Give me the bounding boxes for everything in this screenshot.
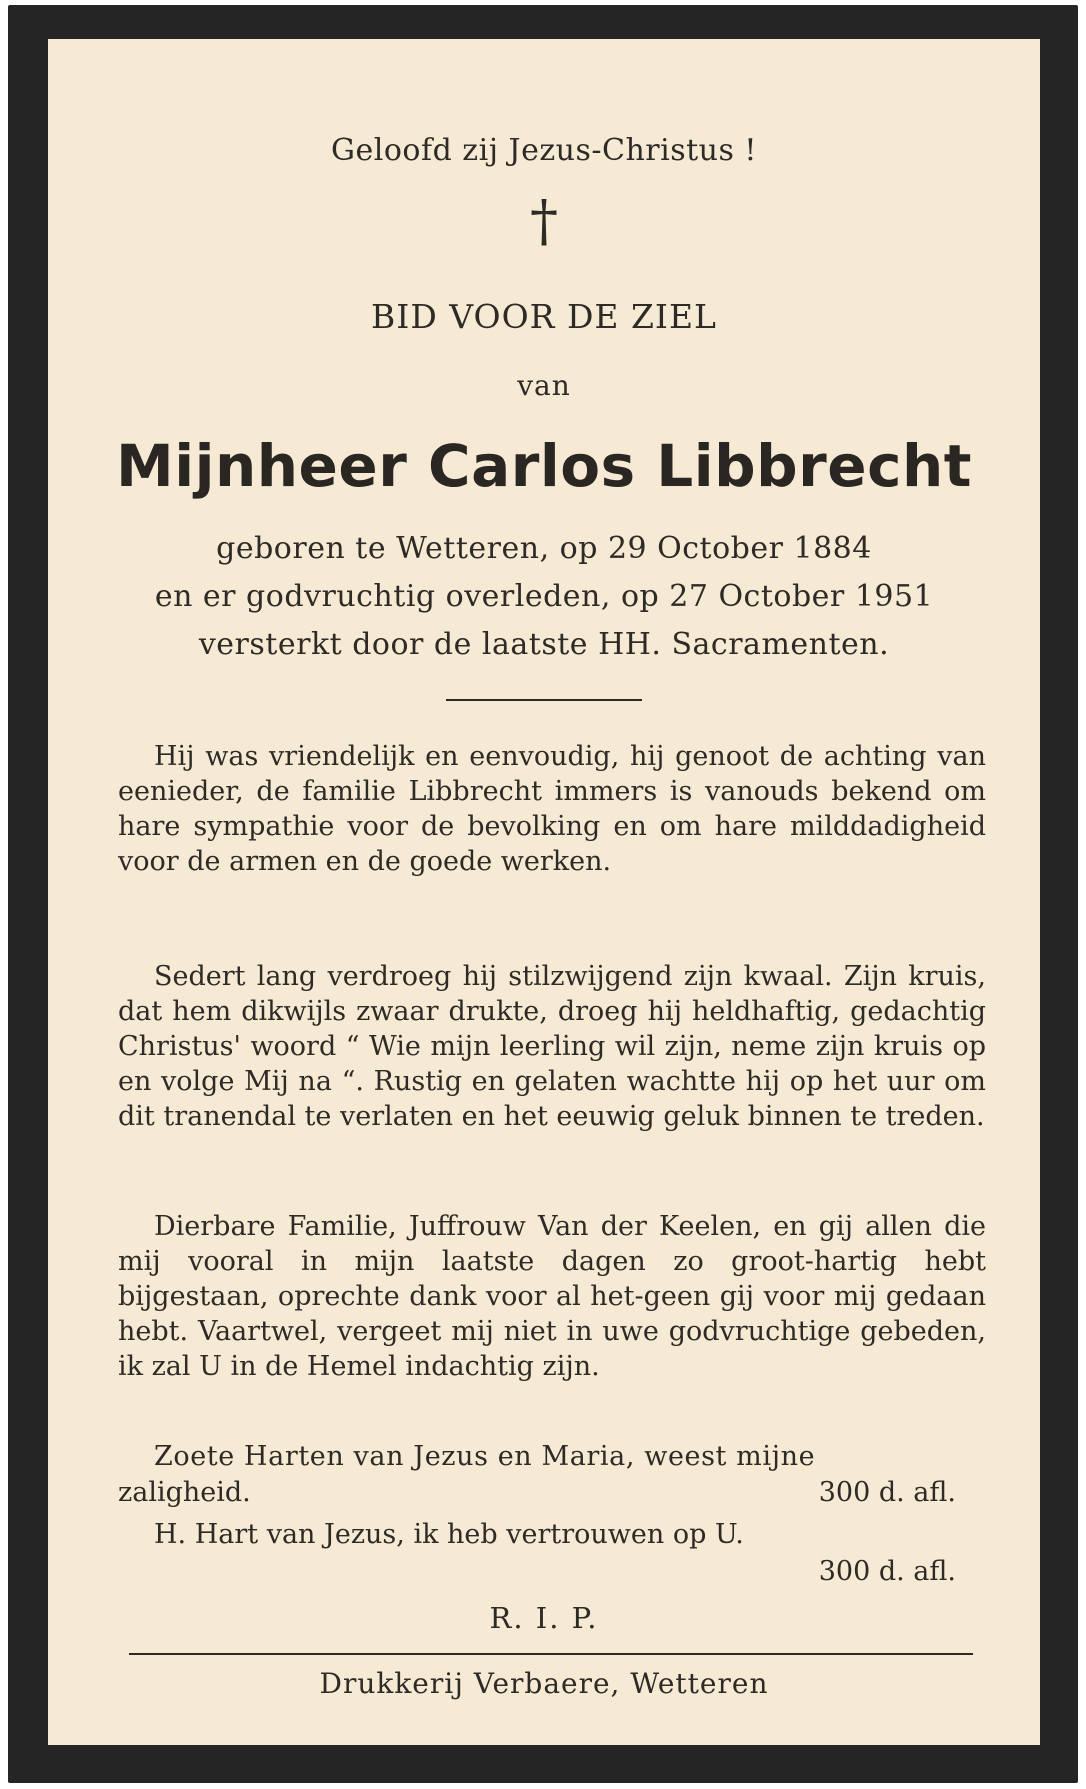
paragraph-suffering: Sedert lang verdroeg hij stilzwijgend zijn kwaal. Zijn kruis, dat hem dikwijls zwaar drukte, droeg hij heldhaftig, gedachtig Christus' woord “ Wie mijn leerling wil zijn, neme zijn kruis op en volge Mij na “. Rustig en gelaten wachtte hij op het uur om dit tranendal te verlaten en het eeuwig geluk binnen te treden.	[118, 961, 986, 1132]
long-divider	[129, 1653, 973, 1655]
short-divider	[446, 699, 642, 701]
prayer-one-text: Zoete Harten van Jezus en Maria, weest mijne	[154, 1441, 816, 1472]
cross-icon: †	[530, 189, 558, 254]
invocation-line: Geloofd zij Jezus-Christus !	[331, 133, 757, 168]
van-line: van	[517, 369, 571, 402]
prayer-two-indulgence: 300 d. afl.	[818, 1556, 956, 1587]
paragraph-character: Hij was vriendelijk en eenvoudig, hij genoot de achting van eenieder, de familie Libbrecht immers is vanouds bekend om hare sympathie voor de bevolking en om hare milddadigheid voor de armen en de goede werken.	[118, 741, 986, 877]
prayer-two-text: H. Hart van Jezus, ik heb vertrouwen op U.	[154, 1519, 744, 1550]
prayer-one-text-end: zaligheid.	[118, 1477, 251, 1508]
prayer-one-indulgence: 300 d. afl.	[818, 1477, 956, 1508]
memorial-card	[8, 5, 1078, 1783]
prayer-one-line-one	[118, 1439, 986, 1474]
deceased-name: Mijnheer Carlos Libbrecht	[116, 432, 972, 500]
prayer-two-line	[118, 1517, 986, 1552]
prayer-heading: BID VOOR DE ZIEL	[371, 297, 717, 336]
birth-line: geboren te Wetteren, op 29 October 1884	[216, 531, 872, 566]
paragraph-thanks: Dierbare Familie, Juffrouw Van der Keelen, en gij allen die mij vooral in mijn laatste dagen zo groot-hartig hebt bijgestaan, oprechte dank voor al het-geen gij voor mij gedaan hebt. Vaartwel, vergeet mij niet in uwe godvruchtige gebeden, ik zal U in de Hemel indachtig zijn.	[118, 1211, 986, 1382]
sacraments-line: versterkt door de laatste HH. Sacramenten.	[198, 627, 890, 662]
card-paper	[48, 39, 1040, 1745]
death-line: en er godvruchtig overleden, op 27 October 1951	[154, 579, 934, 614]
rip-line: R. I. P.	[489, 1601, 599, 1635]
prayer-one-line-two	[118, 1475, 986, 1510]
printer-credit: Drukkerij Verbaere, Wetteren	[319, 1667, 769, 1700]
